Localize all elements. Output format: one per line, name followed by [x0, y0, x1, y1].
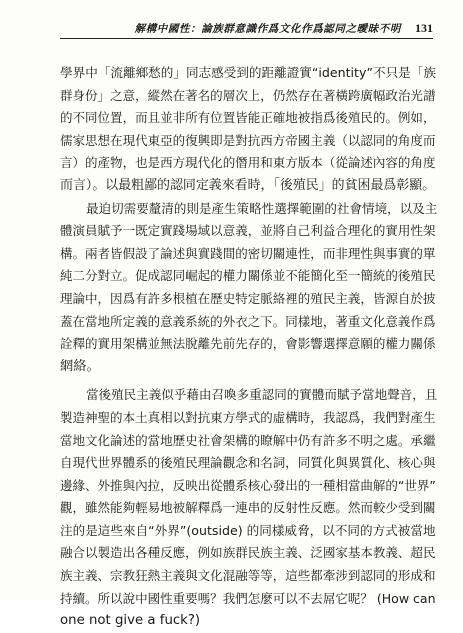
text-line: 注的是這些來自“外界”(outside) 的同樣威脅，以不同的方式被當地	[60, 522, 436, 538]
text-line: 群身份」之意，縱然在著名的層次上，仍然存在著橫跨廣幅政治光譜	[60, 87, 436, 103]
text-line: 而言）。以最粗鄙的認同定義來看時，「後殖民」的貧困最爲彰顯。	[60, 177, 436, 193]
text-line: 當後殖民主義似乎藉由召喚多重認同的實體而賦予當地聲音，且	[86, 387, 438, 403]
text-line: 學界中「流離鄉愁的」同志感受到的距離證實“identity”不只是「族	[60, 65, 436, 80]
text-line: 製造神聖的本土真相以對抗東方學式的虛構時，我認爲，我們對產生	[60, 409, 436, 425]
text-line: 體演員賦予一既定實踐場域以意義，並將自己利益合理化的實用性架	[60, 223, 436, 239]
body-text	[60, 62, 438, 633]
text-line: 最迫切需要釐清的則是產生策略性選擇範圍的社會情境，以及主	[86, 200, 438, 216]
paragraph-2	[60, 198, 438, 379]
text-line: 言）的產物，也是西方現代化的僭用和東方版本（從論述內容的角度	[60, 155, 436, 171]
paragraph-3	[60, 384, 438, 633]
text-line: 純二分對立。促成認同崛起的權力關係並不能簡化至一簡統的後殖民	[60, 268, 436, 284]
paragraph-1	[60, 62, 438, 198]
text-line: 融合以製造出各種反應，例如族群民族主義、泛國家基本教義、超民	[60, 545, 436, 561]
text-line: 族主義、宗教狂熱主義與文化混融等等，這些都牽涉到認同的形成和	[60, 568, 436, 584]
text-line: 構。兩者皆假設了論述與實踐間的密切關連性，而非理性與事實的單	[60, 245, 436, 261]
text-line: 觀，雖然能夠輕易地被解釋爲一連串的反射性反應。然而較少受到關	[60, 500, 436, 516]
text-line: 網絡。	[60, 358, 100, 374]
text-line: 儒家思想在現代東亞的復興即是對抗西方帝國主義（以認同的角度而	[60, 132, 436, 148]
text-line: 當地文化論述的當地歷史社會架構的瞭解中仍有許多不明之處。承繼	[60, 432, 436, 448]
text-line: 自現代世界體系的後殖民理論觀念和名詞，同質化與異質化、核心與	[60, 455, 436, 471]
text-line: one not give a fuck?)	[60, 613, 201, 629]
text-line: 理論中，因爲有許多根植在歷史特定脈絡裡的殖民主義，皆源自於披	[60, 290, 436, 306]
text-line: 持續。所以說中國性重要嗎？我們怎麼可以不去屌它呢？ (How can	[60, 590, 436, 606]
text-line: 蓋在當地所定義的意義系統的外衣之下。同樣地，著重文化意義作爲	[60, 313, 436, 329]
text-line: 邊緣、外推與內拉，反映出從體系核心發出的一種相當曲解的“世界”	[60, 477, 436, 493]
text-line: 的不同位置，而且並非所有位置皆能正確地被指爲後殖民的。例如，	[60, 110, 436, 126]
running-head: 解構中國性：論族群意識作爲文化作爲認同之曖昧不明	[134, 23, 401, 35]
page-header	[60, 16, 433, 39]
page-number: 131	[415, 21, 433, 35]
text-line: 詮釋的實用架構並無法脫離先前先存的，會影響選擇意願的權力關係	[60, 336, 436, 352]
